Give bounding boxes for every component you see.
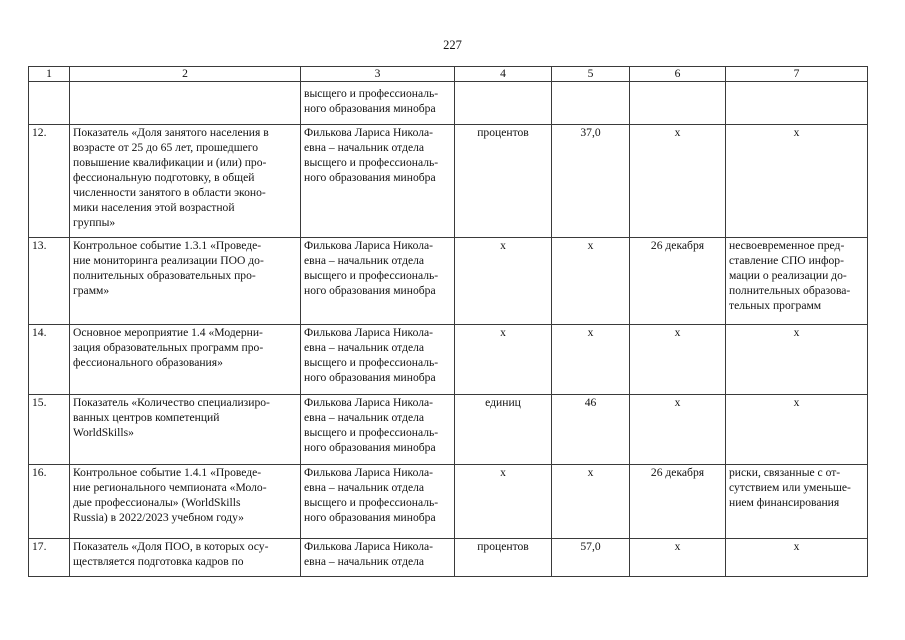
item-name: Основное мероприятие 1.4 «Модерни- зация образовательных программ про- фессионального образования»: [70, 325, 301, 395]
table-row: [29, 82, 868, 125]
deadline: 26 декабря: [630, 238, 726, 325]
risk: [726, 82, 868, 125]
unit: x: [455, 325, 552, 395]
column-header: 4: [455, 67, 552, 82]
responsible-person: высщего и профессиональ- ного образования минобра: [301, 82, 455, 125]
column-header: 5: [552, 67, 630, 82]
risk: x: [726, 395, 868, 465]
responsible-person: Филькова Лариса Никола- евна – начальник отдела высщего и профессиональ- ного образования минобра: [301, 465, 455, 539]
value: x: [552, 325, 630, 395]
risk: риски, связанные с от- сутствием или уменьше- нием финансирования: [726, 465, 868, 539]
responsible-person: Филькова Лариса Никола- евна – начальник отдела высщего и профессиональ- ного образования минобра: [301, 238, 455, 325]
row-number: 15.: [29, 395, 70, 465]
row-number: 12.: [29, 125, 70, 238]
table-row: [29, 395, 868, 465]
column-header: 6: [630, 67, 726, 82]
table-row: [29, 465, 868, 539]
row-number: 16.: [29, 465, 70, 539]
deadline: [630, 82, 726, 125]
plan-table: [28, 66, 868, 577]
table-row: [29, 325, 868, 395]
value: 57,0: [552, 539, 630, 577]
table-row: [29, 238, 868, 325]
row-number: 17.: [29, 539, 70, 577]
unit: единиц: [455, 395, 552, 465]
page-number: 227: [443, 38, 462, 52]
deadline: x: [630, 395, 726, 465]
item-name: Контрольное событие 1.4.1 «Проведе- ние регионального чемпионата «Моло- дые профессионалы» (WorldSkills Russia) в 2022/2023 учебном году»: [70, 465, 301, 539]
value: x: [552, 238, 630, 325]
value: 37,0: [552, 125, 630, 238]
responsible-person: Филькова Лариса Никола- евна – начальник отдела высщего и профессиональ- ного образования минобра: [301, 125, 455, 238]
row-number: 14.: [29, 325, 70, 395]
risk: несвоевременное пред- ставление СПО инфор- мации о реализации до- полнительных образова- тельных программ: [726, 238, 868, 325]
value: x: [552, 465, 630, 539]
deadline: x: [630, 539, 726, 577]
responsible-person: Филькова Лариса Никола- евна – начальник отдела высщего и профессиональ- ного образования минобра: [301, 325, 455, 395]
risk: x: [726, 325, 868, 395]
unit: процентов: [455, 539, 552, 577]
deadline: x: [630, 125, 726, 238]
row-number: 13.: [29, 238, 70, 325]
value: [552, 82, 630, 125]
unit: [455, 82, 552, 125]
unit: процентов: [455, 125, 552, 238]
item-name: Показатель «Количество специализиро- ванных центров компетенций WorldSkills»: [70, 395, 301, 465]
item-name: [70, 82, 301, 125]
deadline: 26 декабря: [630, 465, 726, 539]
unit: x: [455, 465, 552, 539]
row-number: [29, 82, 70, 125]
column-header: 3: [301, 67, 455, 82]
column-number-row: [29, 67, 868, 82]
responsible-person: Филькова Лариса Никола- евна – начальник отдела: [301, 539, 455, 577]
column-header: 1: [29, 67, 70, 82]
table-row: [29, 125, 868, 238]
risk: x: [726, 539, 868, 577]
item-name: Контрольное событие 1.3.1 «Проведе- ние мониторинга реализации ПОО до- полнительных образовательных про- грамм»: [70, 238, 301, 325]
item-name: Показатель «Доля занятого населения в возрасте от 25 до 65 лет, прошедшего повышение квалификации и (или) про- фессиональную подготовку, в общей численности занятого в области эконо- мики населения этой возрастной группы»: [70, 125, 301, 238]
value: 46: [552, 395, 630, 465]
deadline: x: [630, 325, 726, 395]
table-row: [29, 539, 868, 577]
risk: x: [726, 125, 868, 238]
column-header: 2: [70, 67, 301, 82]
column-header: 7: [726, 67, 868, 82]
item-name: Показатель «Доля ПОО, в которых осу- ществляется подготовка кадров по: [70, 539, 301, 577]
responsible-person: Филькова Лариса Никола- евна – начальник отдела высщего и профессиональ- ного образования минобра: [301, 395, 455, 465]
unit: x: [455, 238, 552, 325]
